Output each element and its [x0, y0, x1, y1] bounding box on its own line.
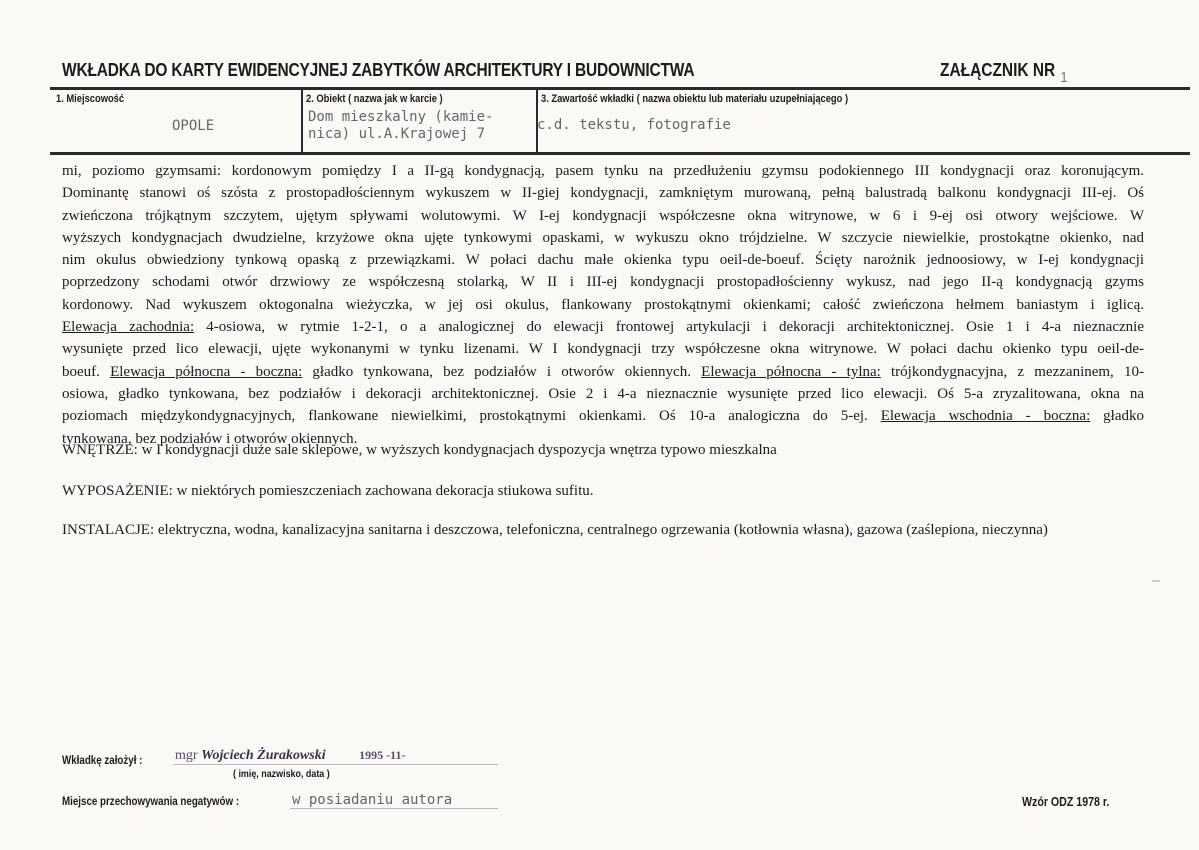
description-segment: wyższych kondygnacjach dwudzielne, krzyżowe okna ujęte tynkowymi opaskami, w wykuszu okno trójdzielne. W szczycie niewielkie, prostokątne okienko, nad: [62, 229, 1144, 246]
installations-paragraph: INSTALACJE: elektryczna, wodna, kanalizacyjna sanitarna i deszczowa, telefoniczna, centralnego ogrzewania (kotłownia własna), gazowa (zaślepiona, nieczynna): [62, 522, 1048, 538]
annex-number: 1: [1060, 69, 1068, 86]
description-line: [62, 383, 1144, 405]
negatives-value: w posiadaniu autora: [292, 792, 453, 808]
description-line: [62, 316, 1144, 338]
description-segment: poziomach międzykondygnacyjnych, flankowane niewielkimi, prostokątnymi okienkami. Oś 10-a analogiczna do 5-ej.: [62, 408, 881, 425]
place-value: OPOLE: [172, 118, 215, 134]
negatives-label: Miejsce przechowywania negatywów :: [62, 796, 240, 808]
description-segment: zwieńczona trójkątnym szczytem, ujętym spływami wolutowymi. W I-ej kondygnacji współczesne okna witrynowe, w 6 i 9-ej osi otwory wejściowe. W: [62, 207, 1144, 224]
scan-mark: [1152, 580, 1160, 582]
description-segment: tynkowana, bez podziałów i otworów okiennych.: [62, 430, 358, 447]
author-date: 1995 -11-: [359, 748, 406, 762]
content-label: 3. Zawartość wkładki ( nazwa obiektu lub materiału uzupełniającego ): [541, 93, 849, 105]
description-line: [62, 182, 1144, 204]
description-segment: nim okulus obwiedziony tynkową opaską z przewiązkami. W połaci dachu małe okienka typu oeil-de-boeuf. Ścięty narożnik jednoosiowy, w I-ej kondygnacji: [62, 252, 1144, 269]
description-segment: kordonowy. Nad wykuszem oktogonalna wieżyczka, w jej osi okulus, flankowany prostokątnymi okienkami; całość zwieńczona hełmem baniastym i iglicą.: [62, 296, 1144, 313]
object-value-line-1: Dom mieszkalny (kamie-: [308, 109, 494, 125]
description-segment: boeuf.: [62, 363, 111, 380]
content-value: c.d. tekstu, fotografie: [537, 117, 731, 133]
author-hint: ( imię, nazwisko, data ): [233, 768, 330, 780]
annex-label-text: ZAŁĄCZNIK NR: [940, 60, 1056, 80]
negatives-underline: [290, 808, 498, 809]
header-top-rule: [50, 87, 1190, 90]
description-segment: Dominantę stanowi oś szósta z prostopadłościennym wykuszem w II-giej kondygnacji, zamkniętym murowaną, pełną balustradą balkonu kondygnacji III-ej. Oś: [62, 185, 1144, 202]
author-name: Wojciech Żurakowski: [201, 748, 326, 763]
document-title: WKŁADKA DO KARTY EWIDENCYJNEJ ZABYTKÓW ARCHITEKTURY I BUDOWNICTWA: [62, 60, 695, 80]
description-line: [62, 227, 1144, 249]
interior-paragraph: WNĘTRZE: w I kondygnacji duże sale sklepowe, w wyższych kondygnacjach dyspozycja wnętrza typowo mieszkalna: [62, 442, 777, 458]
annex-label: [940, 60, 1068, 86]
description-segment: gładko tynkowana, bez podziałów i otworów okiennych.: [302, 363, 702, 380]
author-label: Wkładkę założył :: [62, 755, 143, 767]
column-divider: [301, 90, 303, 152]
section-heading: Elewacja zachodnia:: [62, 319, 195, 336]
author-signature: [175, 748, 405, 764]
description-segment: wysunięte przed lico elewacji, ujęte wykonanymi w tynku lizenami. W I kondygnacji trzy współczesne okna witrynowe. W połaci dachu okienko typu oeil-de-: [62, 341, 1144, 358]
place-label: 1. Miejscowość: [56, 93, 125, 105]
furnishing-paragraph: WYPOSAŻENIE: w niektórych pomieszczeniach zachowana dekoracja stiukowa sufitu.: [62, 483, 594, 499]
description-line: [62, 249, 1144, 271]
description-line: [62, 205, 1144, 227]
author-prefix: mgr: [175, 748, 198, 763]
author-underline: [173, 764, 498, 765]
section-heading: Elewacja wschodnia - boczna:: [880, 408, 1091, 425]
description-text: [62, 160, 1144, 450]
section-heading: Elewacja północna - tylna:: [701, 363, 881, 380]
description-segment: 4-osiowa, w rytmie 1-2-1, o a analogicznej do elewacji frontowej artykulacji i dekoracji architektonicznej. Osie 1 i 4-a nieznacznie: [194, 319, 1144, 336]
form-version: Wzór ODZ 1978 r.: [1022, 795, 1110, 809]
description-line: [62, 271, 1144, 293]
description-line: [62, 338, 1144, 360]
section-heading: Elewacja północna - boczna:: [110, 363, 303, 380]
object-value-line-2: nica) ul.A.Krajowej 7: [308, 126, 486, 142]
description-segment: mi, poziomo gzymsami: kordonowym pomiędzy I a II-gą kondygnacją, pasem tynku na przedłużeniu gzymsu podokiennego III kondygnacji oraz koronującym.: [62, 163, 1144, 179]
description-line: [62, 294, 1144, 316]
description-line: [62, 160, 1144, 182]
object-label: 2. Obiekt ( nazwa jak w karcie ): [306, 93, 443, 105]
description-segment: gładko: [1090, 408, 1145, 425]
description-segment: poprzedzony schodami otwór drzwiowy ze współczesną stolarką, W II i III-ej kondygnacji prostopadłościenny wykusz, nad jego II-ą kondygnacją gzyms: [62, 274, 1144, 291]
description-segment: osiowa, gładko tynkowana, bez podziałów i dekoracji architektonicznej. Osie 2 i 4-a nieznacznie wysunięte przed lico elewacji. Oś 5-a zryzalitowana, okna na: [62, 385, 1144, 402]
description-line: [62, 405, 1144, 427]
description-line: [62, 361, 1144, 383]
description-segment: trójkondygnacyjna, z mezzaninem, 10-: [880, 363, 1144, 380]
header-bottom-rule: [50, 152, 1190, 155]
